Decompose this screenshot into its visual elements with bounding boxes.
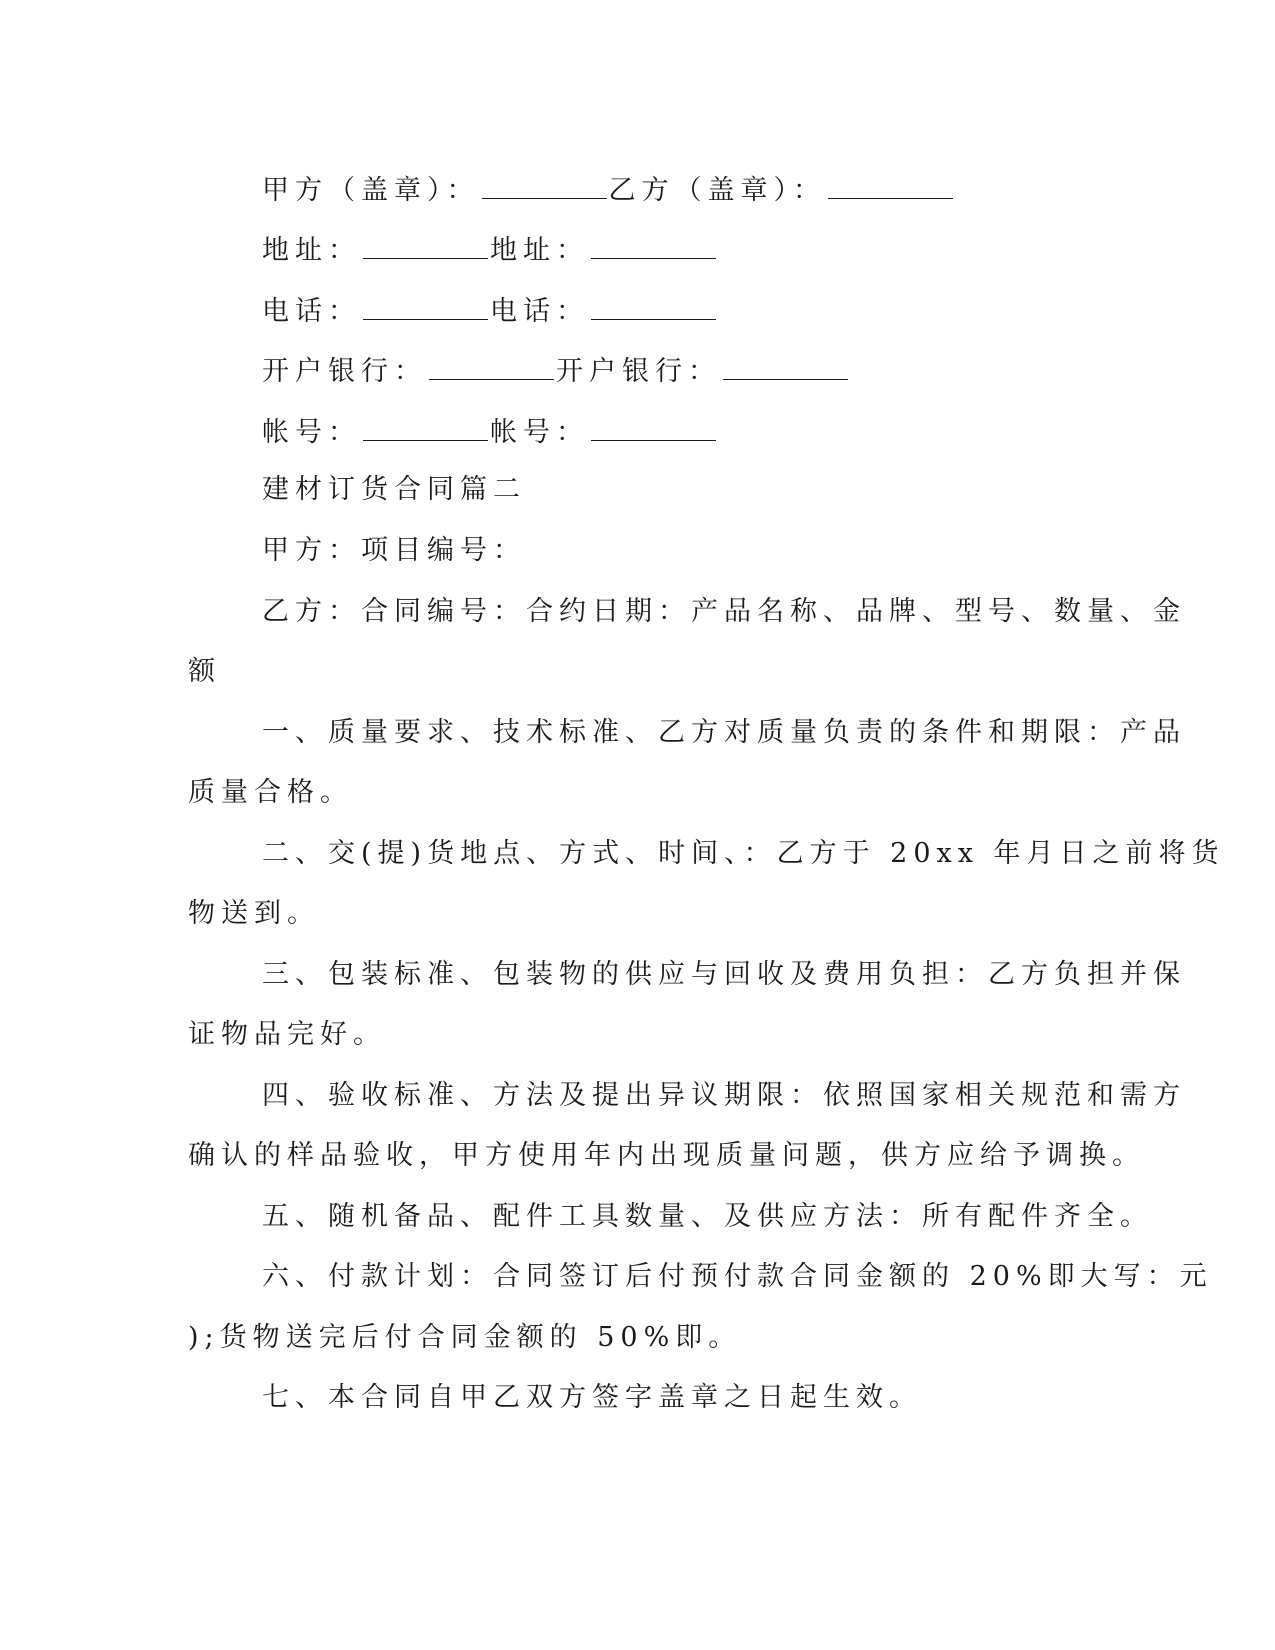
phone-label-a: 电话： [262, 296, 361, 327]
account-blank-a [363, 410, 488, 441]
account-label-a: 帐号： [262, 417, 361, 448]
clause-2-cont: 物送到。 [188, 898, 320, 929]
party-a-stamp-blank [482, 168, 607, 199]
phone-row [0, 289, 1275, 332]
account-blank-b [591, 410, 716, 441]
party-b-stamp-blank [828, 168, 953, 199]
bank-blank-b [723, 349, 848, 380]
bank-row [0, 349, 1275, 392]
bank-label-b: 开户银行： [556, 356, 721, 387]
party-b-line: 乙方：合同编号：合约日期：产品名称、品牌、型号、数量、金 [262, 596, 1186, 627]
clause-3-cont: 证物品完好。 [188, 1019, 386, 1050]
clause-5: 五、随机备品、配件工具数量、及供应方法：所有配件齐全。 [262, 1201, 1153, 1232]
phone-blank-b [591, 289, 716, 320]
clause-6: 六、付款计划：合同签订后付预付款合同金额的 20%即大写：元 [262, 1261, 1213, 1292]
party-b-line-cont: 额 [188, 656, 221, 687]
clause-1: 一、质量要求、技术标准、乙方对质量负责的条件和期限：产品 [262, 717, 1186, 748]
address-label-b: 地址： [490, 235, 589, 266]
clause-2: 二、交(提)货地点、方式、时间、：乙方于 20xx 年月日之前将货 [262, 838, 1225, 869]
phone-blank-a [363, 289, 488, 320]
stamp-row [0, 168, 1275, 211]
address-row [0, 228, 1275, 271]
clause-3: 三、包装标准、包装物的供应与回收及费用负担：乙方负担并保 [262, 959, 1186, 990]
contract-heading: 建材订货合同篇二 [262, 474, 526, 505]
account-label-b: 帐号： [490, 417, 589, 448]
bank-blank-a [429, 349, 554, 380]
address-blank-b [591, 228, 716, 259]
bank-label-a: 开户银行： [262, 356, 427, 387]
address-label-a: 地址： [262, 235, 361, 266]
clause-4: 四、验收标准、方法及提出异议期限：依照国家相关规范和需方 [262, 1080, 1186, 1111]
clause-4-cont: 确认的样品验收，甲方使用年内出现质量问题，供方应给予调换。 [188, 1140, 1145, 1171]
party-a-stamp-label: 甲方（盖章）： [262, 175, 480, 206]
party-a-line: 甲方：项目编号： [262, 535, 526, 566]
clause-7: 七、本合同自甲乙双方签字盖章之日起生效。 [262, 1382, 922, 1413]
party-b-stamp-label: 乙方（盖章）： [608, 175, 826, 206]
clause-1-cont: 质量合格。 [188, 777, 353, 808]
account-row [0, 410, 1275, 453]
address-blank-a [363, 228, 488, 259]
phone-label-b: 电话： [490, 296, 589, 327]
clause-6-cont: );货物送完后付合同金额的 50%即。 [188, 1322, 742, 1353]
